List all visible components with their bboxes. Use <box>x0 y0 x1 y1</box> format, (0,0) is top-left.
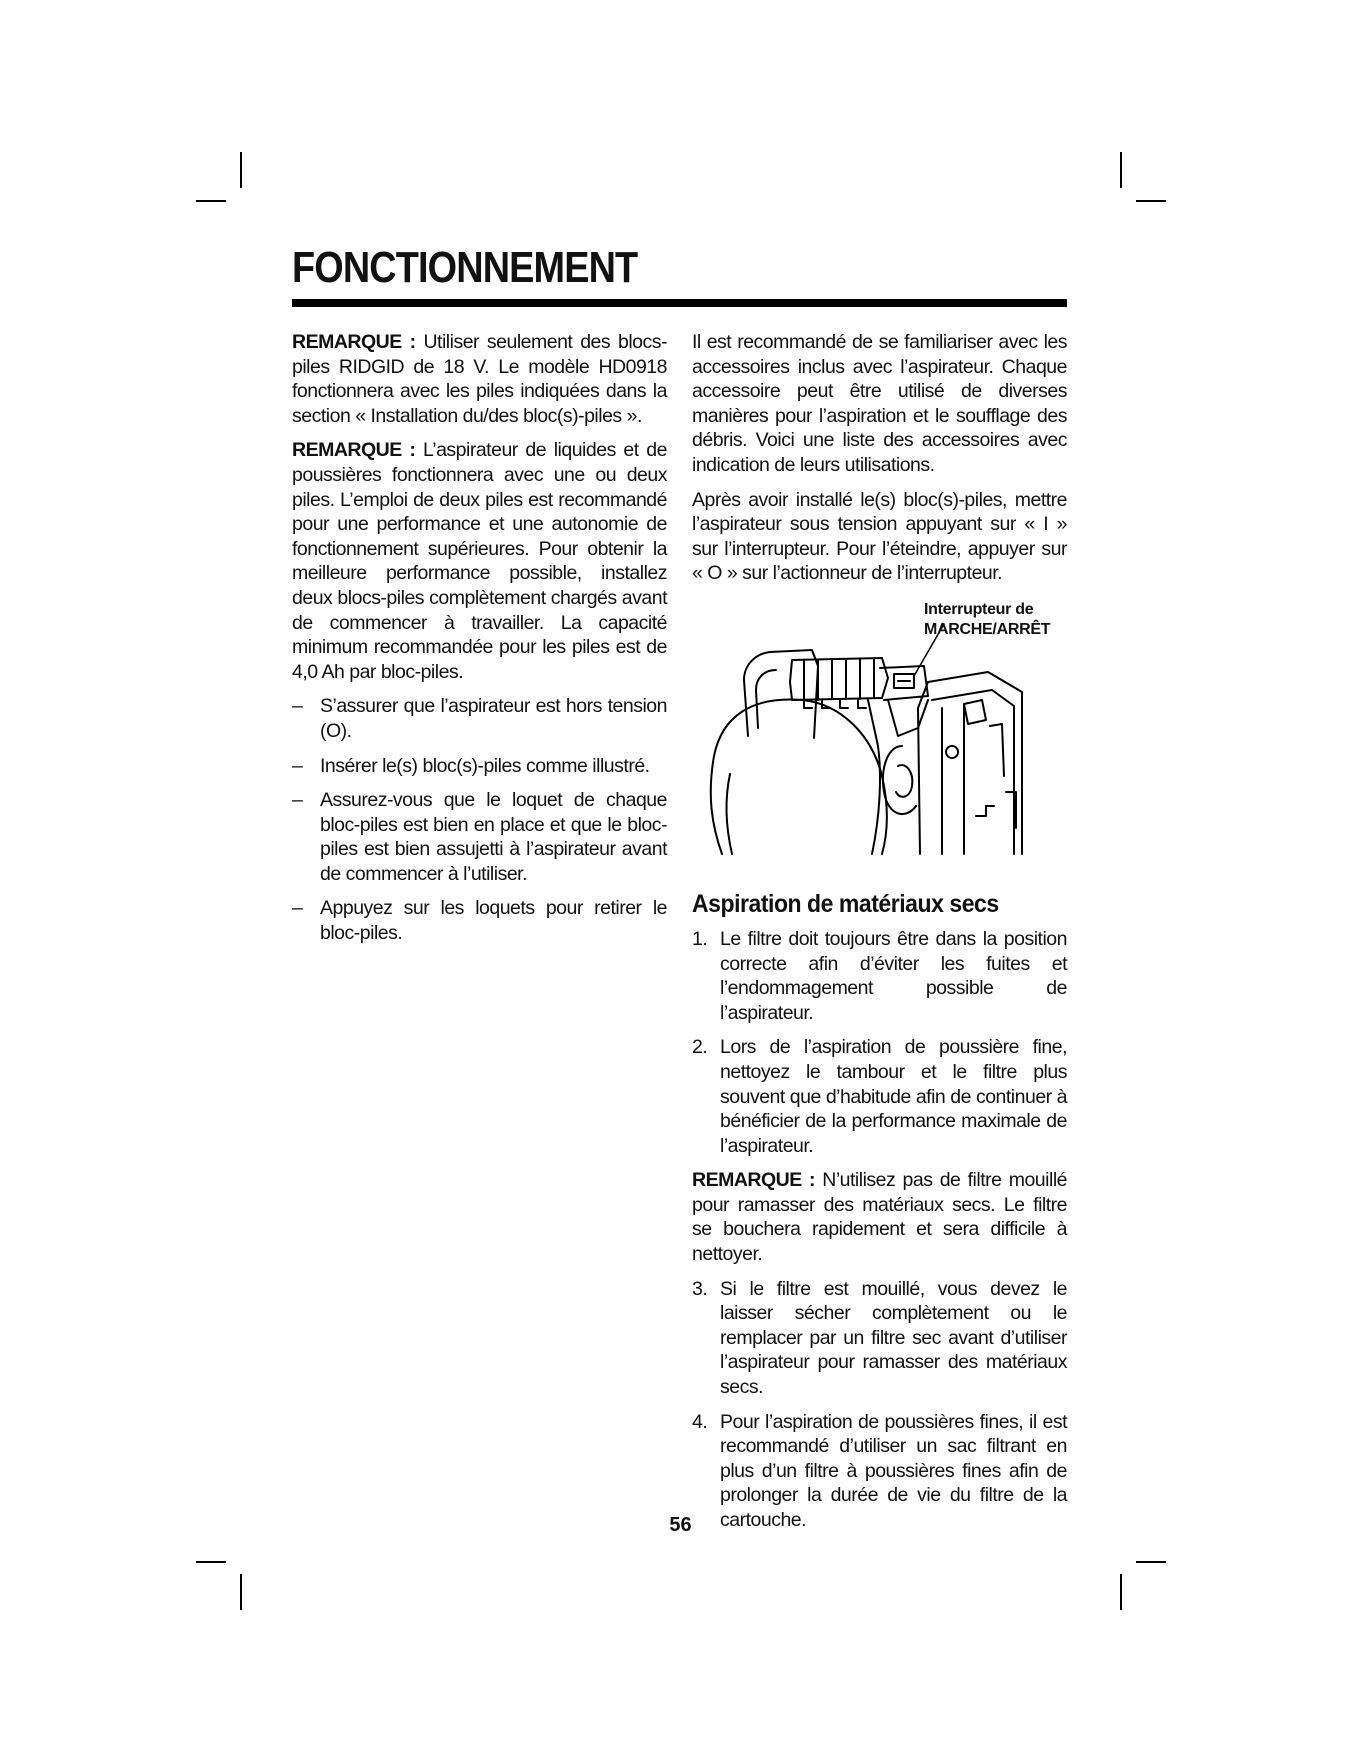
note-label: REMARQUE : <box>292 331 416 353</box>
list-item-text: Appuyez sur les loquets pour retirer le bloc-piles. <box>320 897 667 945</box>
list-item-text: Si le filtre est mouillé, vous devez le laisser sécher complètement ou le remplacer par un filtre sec avant d’utiliser l’aspirateur pour ramasser des matériaux secs. <box>720 1277 1067 1399</box>
switch-callout-label <box>924 600 1050 640</box>
list-item <box>292 694 667 743</box>
step-number: 4. <box>692 1410 708 1433</box>
intro-paragraph: Il est recommandé de se familiariser avec les accessoires inclus avec l’aspirateur. Chaque accessoire peut être utilisé de diverses manières pour l’aspiration et le soufflage des débris. Voici une liste des accessoires avec indication de leurs utilisations. <box>692 331 1067 476</box>
note-paragraph <box>292 330 667 428</box>
list-item-text: Assurez-vous que le loquet de chaque bloc-piles est bien en place et que le bloc-piles est bien assujetti à l’aspirateur avant de commencer à l’utiliser. <box>320 789 667 885</box>
list-item-text: Pour l’aspiration de poussières fines, il est recommandé d’utiliser un sac filtrant en plus d’un filtre à poussières fines afin de prolonger la durée de vie du filtre de la cartouche. <box>720 1410 1067 1531</box>
crop-mark <box>240 152 242 188</box>
step-number: 2. <box>692 1036 708 1059</box>
crop-mark <box>240 1574 242 1610</box>
step-number: 3. <box>692 1277 708 1300</box>
crop-mark <box>1120 1574 1122 1610</box>
numbered-list <box>692 927 1067 1158</box>
list-item <box>692 927 1067 1025</box>
numbered-list <box>692 1277 1067 1533</box>
power-paragraph: Après avoir installé le(s) bloc(s)-piles, mettre l’aspirateur sous tension appuyant sur « I » sur l’interrupteur. Pour l’éteindre, appuyer sur « O » sur l’actionneur de l’interrupteur. <box>692 488 1067 585</box>
dash-mark: – <box>292 897 303 920</box>
list-item <box>692 1035 1067 1158</box>
crop-mark <box>196 1561 226 1563</box>
list-item-text: Le filtre doit toujours être dans la position correcte afin d’éviter les fuites et l’endommagement possible de l’aspirateur. <box>720 927 1067 1024</box>
list-item <box>292 896 667 945</box>
note-label: REMARQUE : <box>292 439 416 462</box>
vacuum-switch-figure <box>692 596 1092 864</box>
crop-mark <box>1136 1561 1166 1563</box>
note-text: N’utilisez pas de filtre mouillé pour ramasser des matériaux secs. Le filtre se bouchera rapidement et sera difficile à nettoyer. <box>692 1169 1067 1266</box>
dash-mark: – <box>292 789 303 812</box>
dash-mark: – <box>292 754 303 777</box>
callout-line: MARCHE/ARRÊT <box>924 620 1051 638</box>
note-paragraph <box>692 1168 1067 1266</box>
crop-mark <box>1136 200 1166 202</box>
page-title: FONCTIONNEMENT <box>292 243 638 292</box>
callout-line: Interrupteur de <box>924 600 1034 618</box>
note-text: Utiliser seulement des blocs-piles RIDGID de 18 V. Le modèle HD0918 fonctionnera avec les piles indiquées dans la section « Installation du/des bloc(s)-piles ». <box>292 331 668 427</box>
right-column <box>692 330 1067 1543</box>
note-label: REMARQUE : <box>692 1169 815 1192</box>
list-item-text: Lors de l’aspiration de poussière fine, nettoyez le tambour et le filtre plus souvent que d’habitude afin de continuer à bénéficier de la performance maximale de l’aspirateur. <box>720 1036 1067 1157</box>
list-item <box>292 788 667 886</box>
dash-list <box>292 694 667 945</box>
page-number: 56 <box>669 1514 692 1536</box>
note-text: L’aspirateur de liquides et de poussières fonctionnera avec une ou deux piles. L’emploi de deux piles est recommandé pour une performance et une autonomie de fonctionnement supérieures. Pour obtenir la meilleure performance possible, installez deux blocs-piles complètement chargés avant de commencer à travailler. La capacité minimum recommandée pour les piles est de 4,0 Ah par bloc-piles. <box>292 439 667 683</box>
crop-mark <box>1120 152 1122 188</box>
crop-mark <box>196 200 226 202</box>
list-item <box>692 1277 1067 1400</box>
step-number: 1. <box>692 927 708 950</box>
note-paragraph <box>292 438 667 684</box>
list-item <box>292 754 667 779</box>
title-rule <box>292 299 1067 307</box>
section-heading: Aspiration de matériaux secs <box>692 889 999 918</box>
list-item-text: Insérer le(s) bloc(s)-piles comme illustré. <box>320 754 650 777</box>
left-column <box>292 330 667 956</box>
dash-mark: – <box>292 695 303 718</box>
list-item-text: S’assurer que l’aspirateur est hors tension (O). <box>320 695 667 742</box>
